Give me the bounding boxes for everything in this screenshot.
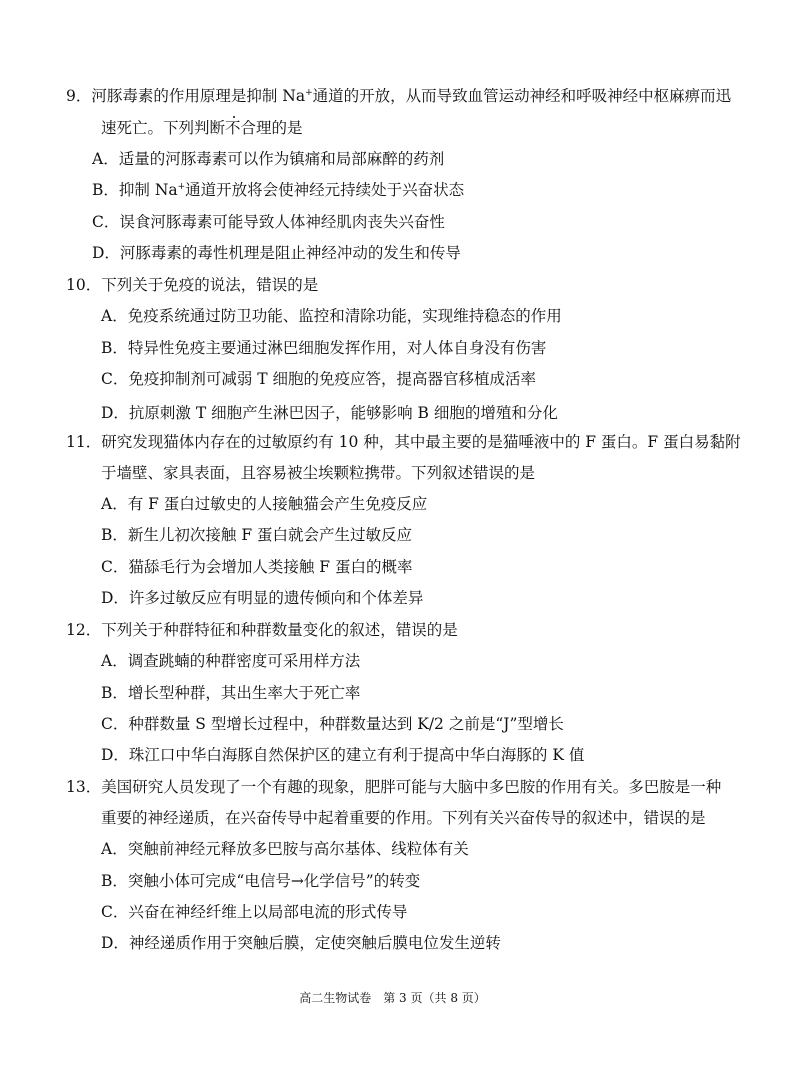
question-12-option-b: B．增长型种群，其出生率大于死亡率 <box>101 684 361 702</box>
question-13-option-b: B．突触小体可完成“电信号→化学信号”的转变 <box>101 872 421 890</box>
question-11-stem-continued: 于墙壁、家具表面，且容易被尘埃颗粒携带。下列叙述错误的是 <box>101 464 536 482</box>
question-number: 12． <box>66 621 102 639</box>
question-11-option-d: D．许多过敏反应有明显的遗传倾向和个体差异 <box>101 589 424 607</box>
question-11-option-a: A．有 F 蛋白过敏史的人接触猫会产生免疫反应 <box>101 495 428 513</box>
question-13-option-d: D．神经递质作用于突触后膜，定使突触后膜电位发生逆转 <box>101 934 501 952</box>
page-footer: 高二生物试卷 第 3 页（共 8 页） <box>299 991 486 1005</box>
question-number: 13． <box>66 778 102 796</box>
question-10-option-d: D．抗原刺激 T 细胞产生淋巴因子，能够影响 B 细胞的增殖和分化 <box>101 404 558 422</box>
question-13-option-a: A．突触前神经元释放多巴胺与高尔基体、线粒体有关 <box>101 840 469 858</box>
question-13-option-c: C．兴奋在神经纤维上以局部电流的形式传导 <box>101 903 408 921</box>
question-number: 10． <box>66 276 102 294</box>
question-10-option-b: B．特异性免疫主要通过淋巴细胞发挥作用，对人体自身没有伤害 <box>101 339 547 357</box>
emphasis-dot-char: 不 <box>225 119 241 137</box>
question-number: 11． <box>66 433 102 451</box>
question-9-stem-continued: 速死亡。下列判断不合理的是 <box>101 119 303 137</box>
question-9-stem: 9．河豚毒素的作用原理是抑制 Na+通道的开放，从而导致血管运动神经和呼吸神经中枢麻痹而迅 <box>66 87 732 105</box>
question-13-stem-continued: 重要的神经递质，在兴奋传导中起着重要的作用。下列有关兴奋传导的叙述中，错误的是 <box>101 809 706 827</box>
question-10-option-a: A．免疫系统通过防卫功能、监控和清除功能，实现维持稳态的作用 <box>101 307 562 325</box>
question-10-option-c: C．免疫抑制剂可减弱 T 细胞的免疫应答，提高器官移植成活率 <box>101 370 537 388</box>
question-9-option-d: D．河豚毒素的毒性机理是阻止神经冲动的发生和传导 <box>92 244 461 262</box>
question-11-option-b: B．新生儿初次接触 F 蛋白就会产生过敏反应 <box>101 526 413 544</box>
question-11-option-c: C．猫舔毛行为会增加人类接触 F 蛋白的概率 <box>101 558 413 576</box>
question-12-stem: 12．下列关于种群特征和种群数量变化的叙述，错误的是 <box>66 621 458 639</box>
question-11-stem: 11．研究发现猫体内存在的过敏原约有 10 种，其中最主要的是猫唾液中的 F 蛋白。F 蛋白易黏附 <box>66 433 741 451</box>
question-12-option-c: C．种群数量 S 型增长过程中，种群数量达到 K/2 之前是“J”型增长 <box>101 715 564 733</box>
question-12-option-d: D．珠江口中华白海豚自然保护区的建立有利于提高中华白海豚的 K 值 <box>101 746 585 764</box>
question-number: 9． <box>66 87 92 105</box>
question-9-option-b: B．抑制 Na+通道开放将会使神经元持续处于兴奋状态 <box>92 181 465 199</box>
question-10-stem: 10．下列关于免疫的说法，错误的是 <box>66 276 319 294</box>
question-12-option-a: A．调查跳蝻的种群密度可采用样方法 <box>101 652 361 670</box>
question-9-option-a: A．适量的河豚毒素可以作为镇痛和局部麻醉的药剂 <box>92 150 445 168</box>
question-9-option-c: C．误食河豚毒素可能导致人体神经肌肉丧失兴奋性 <box>92 213 445 231</box>
question-13-stem: 13．美国研究人员发现了一个有趣的现象，肥胖可能与大脑中多巴胺的作用有关。多巴胺是一种 <box>66 778 722 796</box>
